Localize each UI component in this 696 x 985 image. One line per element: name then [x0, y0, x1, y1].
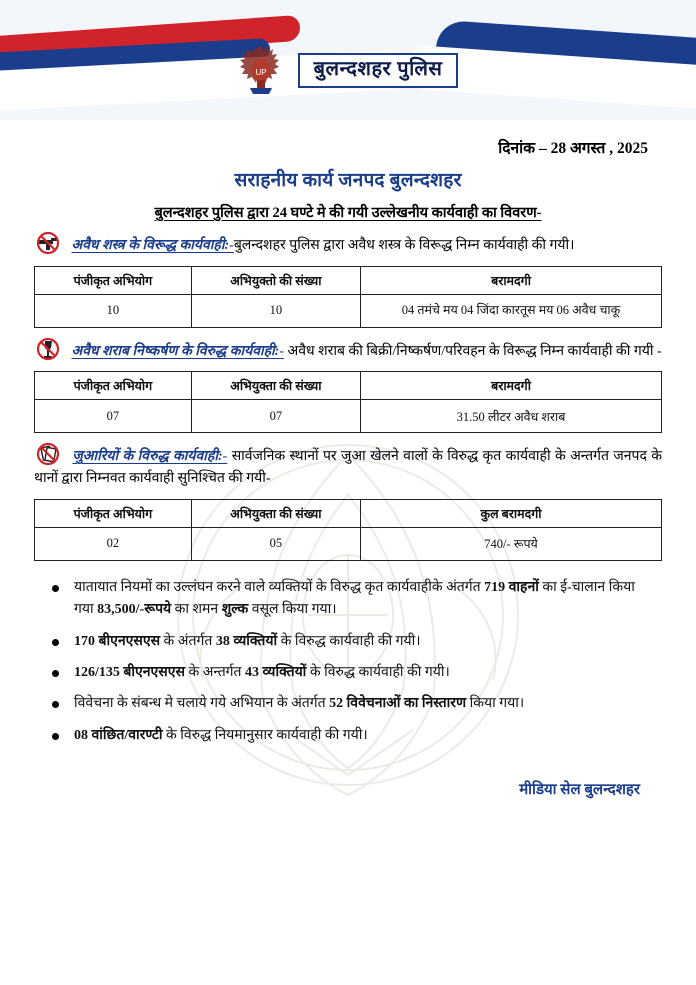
- header-title: बुलन्दशहर पुलिस: [298, 53, 459, 88]
- footer-signature: मीडिया सेल बुलन्दशहर: [519, 782, 640, 799]
- section-illegal-liquor: [34, 338, 662, 434]
- list-item-text: वसूल किया गया।: [251, 602, 337, 618]
- no-gambling-icon: [34, 443, 64, 465]
- document-date: दिनांक – 28 अगस्त , 2025: [498, 140, 648, 157]
- cell-recovery: 31.50 लीटर अवैध शराब: [361, 400, 662, 433]
- list-item: [74, 725, 652, 747]
- section-3-text: सार्वजनिक स्थानों पर जुआ खेलने वालों के विरुद्ध कृत कार्यवाही के अन्तर्गत जनपद के थानों द्वारा निम्नवत कार्यवाही सुनिश्चित की गयी-: [34, 449, 663, 487]
- list-item: [74, 662, 652, 684]
- table-illegal-liquor: [34, 371, 662, 433]
- column-header-accused: अभियुक्तो की संख्या: [191, 266, 360, 294]
- cell-cases: 07: [35, 400, 192, 433]
- list-item-text: 126/135 बीएनएसएस: [74, 664, 189, 680]
- table-gambling: [34, 499, 662, 561]
- list-item-text: 719 वाहनों: [484, 579, 543, 595]
- summary-bullet-list: [34, 577, 662, 747]
- list-item-text: के विरुद्ध कार्यवाही की गयी।: [309, 664, 450, 680]
- column-header-cases: पंजीकृत अभियोग: [35, 499, 192, 527]
- cell-accused: 07: [191, 400, 360, 433]
- list-item-text: 52 विवेचनाओं का निस्तारण: [329, 696, 470, 712]
- list-item-text: के विरुद्ध नियमानुसार कार्यवाही की गयी।: [166, 727, 368, 743]
- list-item-text: विवेचना के संबन्ध मे चलाये गये अभियान के अंतर्गत: [74, 696, 330, 712]
- page-title: सराहनीय कार्य जनपद बुलन्दशहर: [234, 170, 462, 191]
- police-emblem-icon: [238, 44, 284, 96]
- section-gambling: [34, 443, 662, 560]
- section-1-label: अवैध शस्त्र के विरूद्ध कार्यवाही:-: [71, 238, 234, 253]
- list-item-text: 170 बीएनएसएस: [74, 633, 164, 649]
- section-2-text: अवैध शराब की बिक्री/निष्कर्षण/परिवहन के विरूद्ध निम्न कार्यवाही की गयी -: [287, 343, 662, 359]
- no-alcohol-icon: [34, 338, 64, 360]
- cell-total-recovery: 740/- रूपये: [361, 527, 662, 560]
- cell-recovery: 04 तमंचे मय 04 जिंदा कारतूस मय 06 अवैध चाकू: [361, 294, 662, 327]
- cell-cases: 10: [35, 294, 192, 327]
- list-item-text: का ई-चालान किया गया: [74, 579, 635, 618]
- column-header-recovery: बरामदगी: [361, 266, 662, 294]
- column-header-accused: अभियुक्ता की संख्या: [191, 372, 360, 400]
- table-header-row: [35, 266, 662, 294]
- column-header-total-recovery: कुल बरामदगी: [361, 499, 662, 527]
- section-3-label: जुआरियों के विरुद्ध कार्यवाही:-: [72, 449, 228, 465]
- list-item: [74, 631, 652, 653]
- svg-text:UP: UP: [255, 68, 267, 77]
- list-item-text: के अंतर्गत: [163, 633, 216, 649]
- list-item-text: 08 वांछित/वारण्टी: [74, 727, 167, 743]
- cell-cases: 02: [35, 527, 192, 560]
- document-body: [0, 136, 696, 799]
- no-gun-icon: [34, 232, 64, 254]
- table-row: [35, 294, 662, 327]
- list-item-text: 83,500/-रूपये: [97, 602, 175, 618]
- page-header: [0, 0, 696, 120]
- column-header-cases: पंजीकृत अभियोग: [35, 372, 192, 400]
- section-1-text: बुलन्दशहर पुलिस द्वारा अवैध शस्त्र के विरूद्ध निम्न कार्यवाही की गयी।: [233, 238, 575, 253]
- list-item-text: किया गया।: [469, 696, 525, 712]
- header-center-group: [0, 44, 696, 96]
- list-item-text: का शमन: [174, 602, 222, 618]
- section-2-label: अवैध शराब निष्कर्षण के विरुद्ध कार्यवाही:-: [71, 343, 284, 359]
- section-illegal-arms: [34, 232, 662, 328]
- cell-accused: 05: [191, 527, 360, 560]
- table-row: [35, 400, 662, 433]
- list-item-text: के विरुद्ध कार्यवाही की गयी।: [280, 633, 421, 649]
- cell-accused: 10: [191, 294, 360, 327]
- column-header-recovery: बरामदगी: [361, 372, 662, 400]
- column-header-cases: पंजीकृत अभियोग: [35, 266, 192, 294]
- table-header-row: [35, 372, 662, 400]
- list-item: [74, 577, 652, 622]
- list-item-text: 43 व्यक्तियों: [245, 664, 310, 680]
- list-item-text: के अन्तर्गत: [188, 664, 246, 680]
- list-item-text: 38 व्यक्तियों: [215, 633, 281, 649]
- table-row: [35, 527, 662, 560]
- table-illegal-arms: [34, 266, 662, 328]
- list-item: [74, 693, 652, 715]
- page-subtitle: बुलन्दशहर पुलिस द्वारा 24 घण्टे मे की गयी उल्लेखनीय कार्यवाही का विवरण-: [154, 205, 542, 221]
- table-header-row: [35, 499, 662, 527]
- column-header-accused: अभियुक्ता की संख्या: [191, 499, 360, 527]
- list-item-text: शुल्क: [221, 602, 252, 618]
- list-item-text: यातायात नियमों का उल्लंघन करने वाले व्यक्तियों के विरुद्ध कृत कार्यवाहीके अंतर्गत: [74, 579, 485, 595]
